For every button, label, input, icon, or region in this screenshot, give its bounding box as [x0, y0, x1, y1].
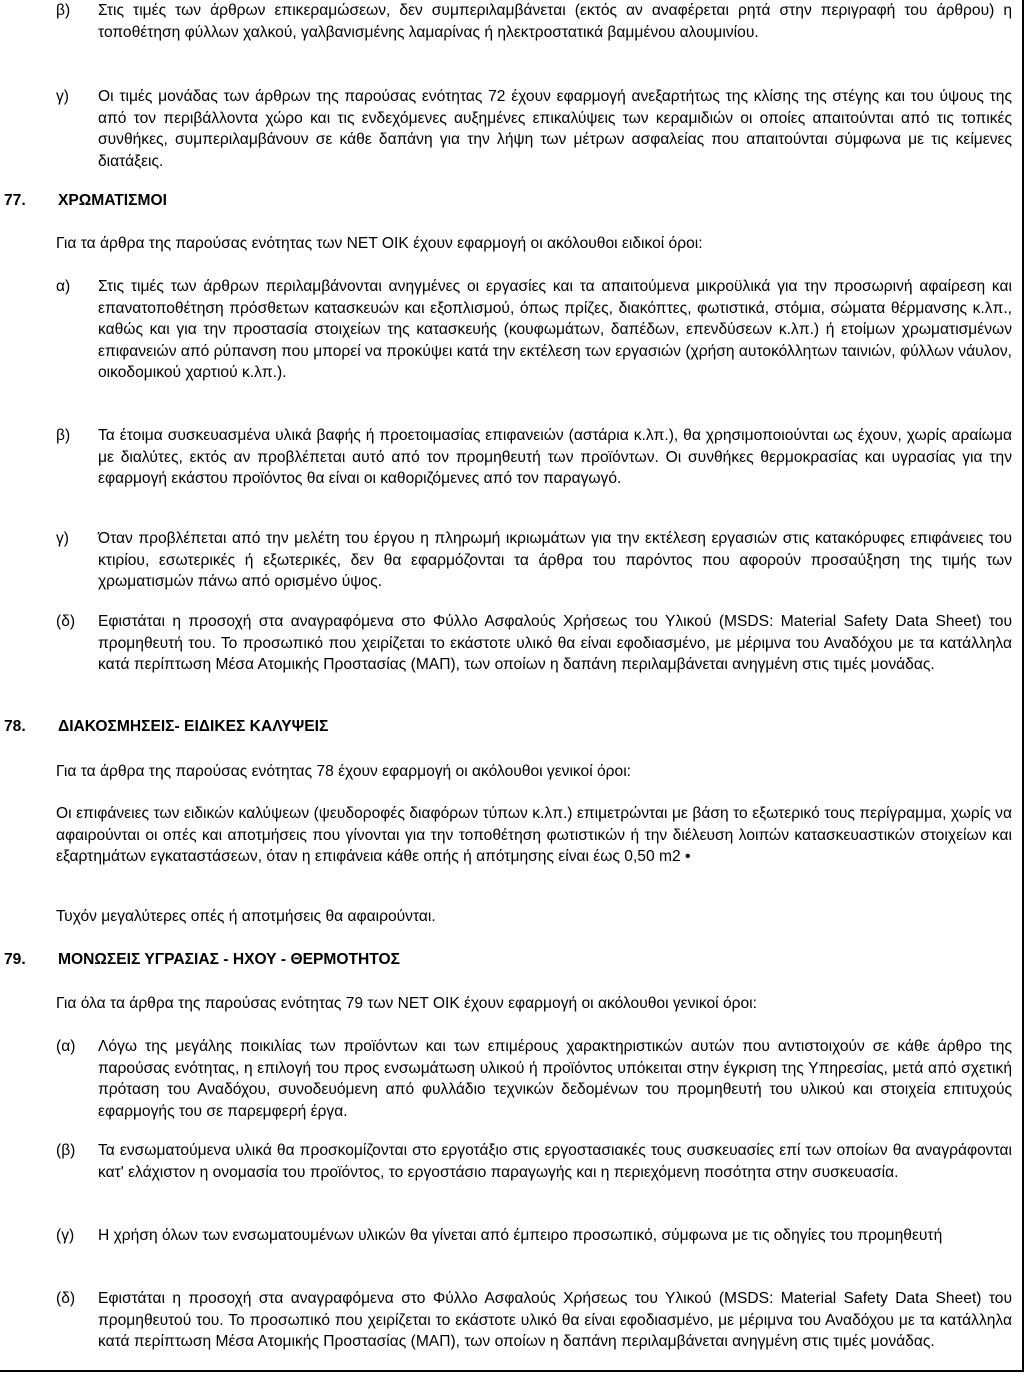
section-number: 79.: [4, 951, 26, 968]
section-lead: Για τα άρθρα της παρούσας ενότητας των ΝΕΤ ΟΙΚ έχουν εφαρμογή οι ακόλουθοι ειδικοί όροι:: [56, 235, 703, 252]
list-item: [56, 1288, 1012, 1388]
list-item-text: Τα έτοιμα συσκευασμένα υλικά βαφής ή προετοιμασίας επιφανειών (αστάρια κ.λπ.), θα χρησιμοποιούνται ως έχουν, χωρίς αραίωμα με διαλύτες, εκτός αν προβλέπεται αυτό από τον προμηθευτή των προϊόντων. Οι συνθήκες θερμοκρασίας και υγρασίας για την εφαρμογή εκάστου προϊόντος θα είναι οι καθοριζόμενες από τον παραγωγό.: [98, 427, 1012, 487]
list-item: [56, 611, 1012, 711]
list-item: [56, 86, 1012, 186]
section-lead: Για όλα τα άρθρα της παρούσας ενότητας 79 των ΝΕΤ ΟΙΚ έχουν εφαρμογή οι ακόλουθοι γενικοί όροι:: [56, 995, 757, 1012]
list-item-text: Οι τιμές μονάδας των άρθρων της παρούσας ενότητας 72 έχουν εφαρμογή ανεξαρτήτως της κλίσης της στέγης και του ύψους της από τον περιβάλλοντα χώρο και τις ενδεχόμενες αυξημένες επικαλύψεις των κεραμιδιών οι οποίες απαιτούνται από τις τοπικές συνθήκες, συμπεριλαμβάνουν σε κάθε δαπάνη για την λήψη των μέτρων ασφαλείας που απαιτούνται σύμφωνα με τις κείμενες διατάξεις.: [98, 88, 1012, 170]
list-marker: (β): [56, 1142, 76, 1159]
section-heading-77: [4, 190, 1004, 214]
list-marker: (γ): [56, 1227, 75, 1244]
list-marker: (δ): [56, 613, 76, 630]
section-title: ΔΙΑΚΟΣΜΗΣΕΙΣ- ΕΙΔΙΚΕΣ ΚΑΛΥΨΕΙΣ: [58, 718, 329, 735]
list-item: [56, 0, 1012, 100]
paragraph: Οι επιφάνειες των ειδικών καλύψεων (ψευδοροφές διαφόρων τύπων κ.λπ.) επιμετρώνται με βάση το εξωτερικό τους περίγραμμα, χωρίς να αφαιρούνται οι οπές και αποτμήσεις που γίνονται για την τοποθέτηση φωτιστικών ή την διέλευση λοιπών κατασκευαστικών στοιχείων και εξαρτημάτων εγκαταστάσεων, όταν η επιφάνεια κάθε οπής ή απότμησης είναι έως 0,50 m2 •: [56, 805, 1012, 865]
list-marker: (α): [56, 1038, 76, 1055]
list-marker: β): [56, 427, 71, 444]
section-title: ΜΟΝΩΣΕΙΣ ΥΓΡΑΣΙΑΣ - ΗΧΟΥ - ΘΕΡΜΟΤΗΤΟΣ: [58, 951, 401, 968]
list-item: [56, 276, 1012, 381]
list-marker: (δ): [56, 1290, 76, 1307]
section-heading-79: [4, 949, 1004, 973]
list-item: [56, 425, 1012, 525]
list-item-text: Εφιστάται η προσοχή στα αναγραφόμενα στο Φύλλο Ασφαλούς Χρήσεως του Υλικού (MSDS: Material Safety Data Sheet) του προμηθευτή του. Το προσωπικό που χειρίζεται το εκάστοτε υλικό θα είναι εφοδιασμένο, με μέριμνα του Αναδόχου με τα κατάλληλα κατά περίπτωση Μέσα Ατομικής Προστασίας (ΜΑΠ), των οποίων η δαπάνη περιλαμβάνεται ανηγμένη στις τιμές μονάδας.: [98, 613, 1012, 673]
list-marker: γ): [56, 88, 69, 105]
list-marker: α): [56, 278, 71, 295]
list-marker: β): [56, 2, 71, 19]
list-marker: γ): [56, 530, 69, 547]
list-item-text: Όταν προβλέπεται από την μελέτη του έργου η πληρωμή ικριωμάτων για την εκτέλεση εργασιών στις κατακόρυφες επιφάνειες του κτιρίου, εσωτερικές ή εξωτερικές, δεν θα εφαρμόζονται τα άρθρα του παρόντος που αφορούν προσαύξηση της τιμής των χρωματισμών πάνω από ορισμένο ύψος.: [98, 530, 1012, 590]
section-title: ΧΡΩΜΑΤΙΣΜΟΙ: [58, 192, 167, 209]
section-lead: Για τα άρθρα της παρούσας ενότητας 78 έχουν εφαρμογή οι ακόλουθοι γενικοί όροι:: [56, 763, 632, 780]
section-number: 78.: [4, 718, 26, 735]
paragraph: Τυχόν μεγαλύτερες οπές ή αποτμήσεις θα αφαιρούνται.: [56, 908, 436, 925]
section-number: 77.: [4, 192, 26, 209]
list-item-text: Εφιστάται η προσοχή στα αναγραφόμενα στο Φύλλο Ασφαλούς Χρήσεως του Υλικού (MSDS: Material Safety Data Sheet) του προμηθευτού του. Το προσωπικό που χειρίζεται το εκάστοτε υλικό θα είναι εφοδιασμένο, με μέριμνα του Αναδόχου με τα κατάλληλα κατά περίπτωση Μέσα Ατομικής Προστασίας (ΜΑΠ), των οποίων η δαπάνη περιλαμβάνεται ανηγμένη στις τιμές μονάδας.: [98, 1290, 1012, 1350]
section-heading-78: [4, 716, 1004, 740]
list-item-text: Στις τιμές των άρθρων επικεραμώσεων, δεν συμπεριλαμβάνεται (εκτός αν αναφέρεται ρητά στην περιγραφή του άρθρου) η τοποθέτηση φύλλων χαλκού, γαλβανισμένης λαμαρίνας ή ηλεκτροστατικά βαμμένου αλουμινίου.: [98, 2, 1012, 41]
list-item-text: Λόγω της μεγάλης ποικιλίας των προϊόντων και των επιμέρους χαρακτηριστικών αυτών που αντιστοιχούν σε κάθε άρθρο της παρούσας ενότητας, η επιλογή του προς ενσωμάτωση υλικού ή προϊόντος υπόκειται στην έγκριση της Υπηρεσίας, μετά από σχετική πρόταση του Αναδόχου, συνοδευόμενη από φυλλάδιο τεχνικών δεδομένων του προμηθευτή του υλικού και στοιχεία επιτυχούς εφαρμογής του σε παρεμφερή έργα.: [98, 1038, 1012, 1120]
list-item-text: Η χρήση όλων των ενσωματουμένων υλικών θα γίνεται από έμπειρο προσωπικό, σύμφωνα με τις οδηγίες του προμηθευτή: [98, 1227, 943, 1244]
list-item-text: Στις τιμές των άρθρων περιλαμβάνονται ανηγμένες οι εργασίες και τα απαιτούμενα μικροϋλικά για την προσωρινή αφαίρεση και επανατοποθέτηση πρόσθετων κατασκευών και εξοπλισμού, όπως πρίζες, διακόπτες, φωτιστικά, στόμια, σώματα θέρμανσης κ.λπ., καθώς και για την προστασία στοιχείων της κατασκευής (κουφωμάτων, δαπέδων, επενδύσεων κ.λπ.) ή ετοίμων χρωματισμένων επιφανειών από ρύπανση που μπορεί να προκύψει κατά την εκτέλεση των εργασιών (χρήση αυτοκόλλητων ταινιών, φύλλων νάυλον, οικοδομικού χαρτιού κ.λπ.).: [98, 278, 1012, 381]
list-item-text: Τα ενσωματούμενα υλικά θα προσκομίζονται στο εργοτάξιο στις εργοστασιακές τους συσκευασίες επί των οποίων θα αναγράφονται κατ' ελάχιστον η ονομασία του προϊόντος, το εργοστάσιο παραγωγής και η περιεχόμενη ποσότητα στην συσκευασία.: [98, 1142, 1012, 1181]
list-item: [56, 1036, 1012, 1136]
